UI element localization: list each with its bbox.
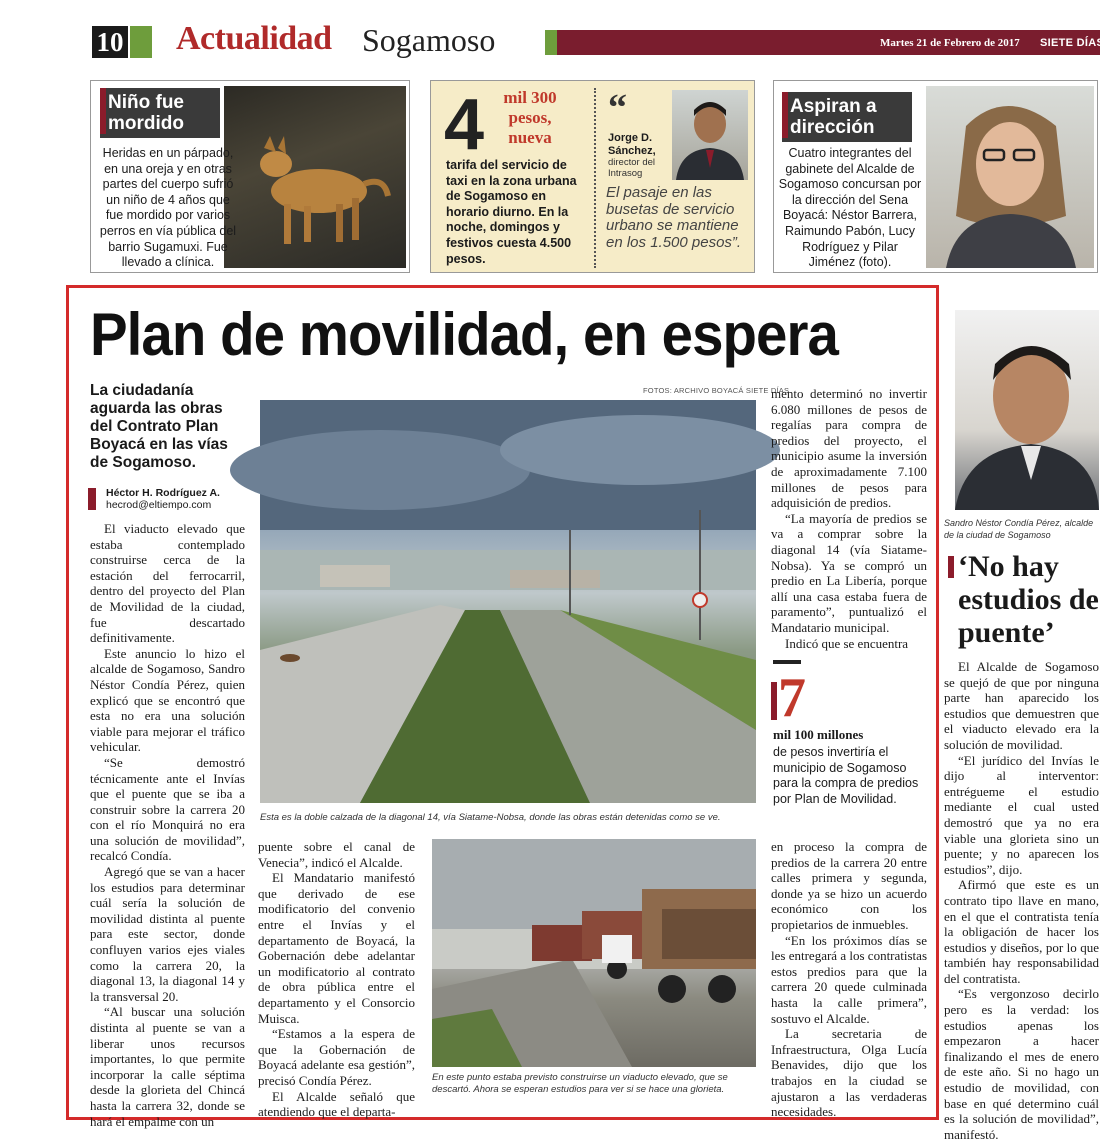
paragraph: Este anuncio lo hizo el alcalde de Sogamoso, Sandro Néstor Condía Pérez, quien explicó que se encontró que esta no era una solución viable para mejorar el tráfico vehicular.	[90, 645, 245, 755]
paragraph: “Es vergonzoso decirlo pero es la verdad: los estudios apenas los empezaron a hacer finalizando el mes de enero de este año. Si no hago un estudio de movilidad, con base en qué determino cuál es la solución de movilidad”, manifestó.	[944, 986, 1099, 1142]
quote-author-role: director del Intrasog	[608, 157, 655, 179]
fare-text: tarifa del servicio de taxi en la zona urbana de Sogamoso en horario diurno. En la noche, domingos y festivos cuesta 4.500 pesos.	[446, 158, 577, 266]
stat-text: de pesos invertiría el municipio de Sogamoso para la compra de predios por Plan de Movilidad.	[773, 745, 919, 806]
brief-text: Cuatro integrantes del gabinete del Alcalde de Sogamoso concursan por la dirección del Sena Boyacá: Néstor Barrera, Raimundo Pabón, Lucy Rodríguez y Pilar Jiménez (foto).	[778, 146, 922, 270]
title-accent	[100, 88, 106, 134]
fare-number: 4	[444, 85, 485, 165]
article-deck: La ciudadanía aguarda las obras del Contrato Plan Boyacá en las vías de Sogamoso.	[90, 382, 228, 471]
paragraph: “En los próximos días se les entregará a los contratistas estos predios para que la carrera 20 quede culminada hasta la calle primera”, sostuvo el Alcalde.	[771, 932, 927, 1026]
paragraph: Indicó que se encuentra	[785, 635, 909, 651]
author-name: Héctor H. Rodríguez A.	[106, 487, 220, 499]
woman-portrait	[926, 86, 1094, 268]
quote-mark-icon: “	[608, 87, 627, 129]
person-portrait-icon	[955, 310, 1099, 510]
road-photo	[260, 400, 756, 803]
paragraph: “El jurídico del Invías le dijo al interventor: entrégueme el estudio mediante el cual usted demostró que ya no era viable una glorieta sino un puente; y no aparecen los estudios”, dijo.	[944, 752, 1099, 877]
page-number-accent	[130, 26, 152, 58]
sidebar-accent	[948, 556, 954, 578]
brief-title	[100, 88, 220, 138]
section-subtitle: Sogamoso	[362, 22, 496, 58]
paragraph: mento determinó no invertir 6.080 millones de pesos de regalías para compra de predios del proyecto, el municipio asume la inversión de aproximadamente 7.100 millones de pesos para adquisición de predios.	[771, 386, 927, 511]
mayor-portrait	[955, 310, 1099, 510]
article-column-2	[258, 839, 415, 1120]
sidebar-headline: ‘No hay estudios de puente’	[958, 550, 1099, 649]
quote-text: El pasaje en las busetas de servicio urbano se mantiene en los 1.500 pesos”.	[606, 184, 742, 251]
paragraph: “Al buscar una solución distinta al puente se van a liberar unos recursos importantes, lo que permite incorporar la calle séptima desde la glorieta del Chincá hasta la carrera 32, donde se hará el empalme con un	[90, 1004, 245, 1129]
brief-title	[782, 92, 912, 142]
paragraph: “Se demostró técnicamente ante el Invías que el puente que se iba a construir sobre la carrera 20 con el río Monquirá no era una solución de movilidad”, recalcó Condía.	[90, 754, 245, 864]
paragraph: “La mayoría de predios se va a comprar sobre la diagonal 14 (vía Siatame-Nobsa). Ya se compró un predio en La Libería, porque allí una casa estaba fuera de paramento”, puntualizó el Mandatario municipal.	[771, 510, 927, 635]
paragraph: El Alcalde de Sogamoso se quejó de que por ninguna parte han aparecido los estudios que demuestren que el viaducto elevado era la solución de movilidad.	[944, 659, 1099, 752]
author-email: hecrod@eltiempo.com	[106, 499, 212, 511]
paragraph: El viaducto elevado que estaba contemplado construirse cerca de la estación del ferrocarril, dentro del proyecto del Plan de Movilidad de la ciudad, fue descartado definitivamente.	[90, 521, 245, 646]
issue-date: Martes 21 de Febrero de 2017	[880, 37, 1020, 49]
dog-illustration-icon	[224, 86, 406, 268]
paragraph: “Estamos a la espera de que la Gobernación de Boyacá adelante esa gestión”, precisó Condía Pérez.	[258, 1026, 415, 1088]
photo-caption: En este punto estaba previsto construirse un viaducto elevado, que se descartó. Ahora se esperan estudios para ver si se hace una glorieta.	[432, 1072, 728, 1095]
paragraph: puente sobre el canal de Venecia”, indicó el Alcalde.	[258, 839, 415, 870]
section-title: Actualidad	[176, 20, 332, 57]
title-accent	[782, 92, 788, 138]
fare-label: mil 300 pesos, nueva	[503, 88, 557, 147]
sidebar-photo-caption: Sandro Néstor Condía Pérez, alcalde de la ciudad de Sogamoso	[944, 518, 1094, 540]
photo-caption: Esta es la doble calzada de la diagonal 14, vía Siatame-Nobsa, donde las obras están detenidas como se ve.	[260, 812, 721, 823]
brief-title-text: Aspiran a dirección	[790, 96, 877, 138]
person-portrait-icon	[926, 86, 1094, 268]
article-headline: Plan de movilidad, en espera	[90, 301, 838, 368]
paragraph: La secretaria de Infraestructura, Olga Lucía Benavides, dijo que los trabajos en la ciudad se ajustaron a las verdaderas necesidades.	[771, 1026, 927, 1120]
article-column-3-top	[771, 386, 927, 651]
paragraph: Afirmó que este es un contrato tipo llave en mano, en el que el contratista tenía la obligación de hacer los estudios y diseños, por lo que también hay responsabilidad del contratista.	[944, 877, 1099, 986]
header-bar-accent	[545, 30, 557, 55]
article-column-3-bottom	[771, 839, 927, 1120]
stat-number: 7	[778, 667, 806, 729]
page-number: 10	[92, 26, 128, 58]
sidebar-column	[944, 659, 1099, 1142]
stat-rule	[773, 660, 801, 664]
paragraph: El Alcalde señaló que atendiendo que el departa-	[258, 1088, 415, 1120]
article-column-1	[90, 521, 245, 1129]
author-portrait	[672, 90, 748, 180]
brief-title-text: Niño fue mordido	[108, 92, 184, 134]
quote-author: Jorge D. Sánchez,	[608, 132, 656, 157]
brief-text: Heridas en un párpado, en una oreja y en otras partes del cuerpo sufrió un niño de 4 años que fue mordido por varios perros en vía pública del barrio Sugamuxi. Fue llevado a clínica.	[99, 146, 237, 270]
stat-accent	[771, 682, 777, 720]
brand-name: SIETE DÍAS	[1040, 37, 1105, 49]
dog-photo	[224, 86, 406, 268]
person-portrait-icon	[672, 90, 748, 180]
byline-accent	[88, 488, 96, 510]
dotted-separator	[594, 88, 596, 268]
road-landscape-icon	[260, 400, 756, 803]
paragraph: El Mandatario manifestó que derivado de ese modificatorio del convenio entre el Invías y el departamento de Boyacá, la Gobernación debe adelantar un modificatorio al contrato de obra pública entre el departamento y el Consorcio Muisca.	[258, 870, 415, 1026]
paragraph: Agregó que se van a hacer los estudios para determinar cuál sería la solución de movilidad distinta al puente para este sector, donde confluyen varios ejes viales como la carrera 20, la diagonal 13, la diagonal 14 y la transversal 20.	[90, 864, 245, 1004]
photo-credit: FOTOS: ARCHIVO BOYACÁ SIETE DÍAS	[643, 386, 790, 395]
paragraph: en proceso la compra de predios de la carrera 20 entre calles primera y segunda, donde ya se hizo un acuerdo económico con los propietarios de inmuebles.	[771, 839, 927, 932]
trucks-road-icon	[432, 839, 756, 1067]
stat-label: mil 100 millones	[773, 727, 864, 742]
trucks-photo	[432, 839, 756, 1067]
